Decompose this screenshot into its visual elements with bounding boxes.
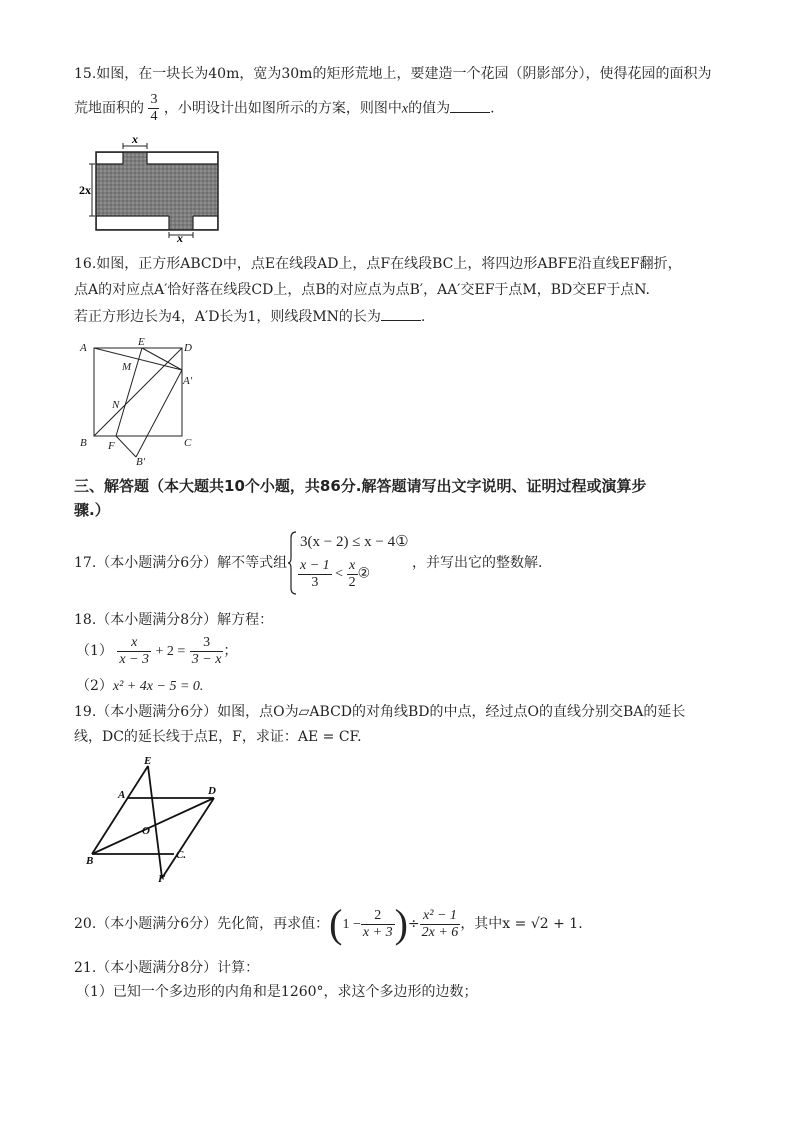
q16-label-B-prime: B′ [136, 456, 146, 466]
q17-prefix: 17.（本小题满分6分）解不等式组 [74, 555, 288, 571]
section3-heading-line1: 三、解答题（本大题共10个小题，共86分.解答题请写出文字说明、证明过程或演算步 [74, 477, 647, 495]
q16-answer-blank[interactable] [381, 306, 421, 321]
q19-figure [82, 754, 232, 884]
q19-label-C: C. [176, 849, 187, 861]
q15-fraction: $\frac{3}{4}$ [150, 92, 158, 124]
q15-line1: 15.如图，在一块长为40m，宽为30m的矩形荒地上，要建造一个花园（阴影部分），使得花园的面积为 [74, 66, 712, 82]
q16-label-F: F [108, 440, 115, 452]
q16-label-M: M [122, 361, 132, 373]
section3-heading-line2: 骤.） [74, 501, 110, 519]
q18-title: 18.（本小题满分8分）解方程： [74, 612, 274, 628]
q19-label-E: E [144, 755, 152, 767]
q16-figure [76, 336, 206, 466]
q21-title: 21.（本小题满分8分）计算： [74, 960, 260, 976]
q21-part1: （1）已知一个多边形的内角和是1260°，求这个多边形的边数； [76, 984, 478, 1000]
q19-label-F: F [158, 873, 166, 884]
q16-label-B: B [80, 437, 87, 449]
q16-label-D: D [184, 342, 192, 354]
q15-answer-blank[interactable] [450, 98, 490, 113]
q18-part2: （2）x² + 4x − 5 = 0. [76, 678, 204, 694]
q17-inequality-system [288, 530, 418, 596]
q19-label-D: D [208, 785, 216, 797]
q19-label-B: B [86, 855, 94, 867]
q16-label-C: C [184, 437, 192, 449]
q19-label-O: O [142, 825, 150, 837]
q15-bottom-x-label: x [177, 231, 183, 244]
q16-label-A: A [80, 342, 87, 354]
q17-ineq1: 3(x − 2) ≤ x − 4① [300, 534, 409, 550]
q16-line3: 若正方形边长为4，A′D长为1，则线段MN的长为 . [74, 306, 425, 327]
q16-line1: 16.如图，正方形ABCD中，点E在线段AD上，点F在线段BC上，将四边形ABFE沿直线EF翻折， [74, 256, 682, 272]
q15-top-x-label: x [132, 134, 138, 146]
q18-part1: （1） $\frac{x}{x - 3}$ + 2 = $\frac{3}{3 - x}$ ； [76, 634, 238, 667]
q16-label-E: E [138, 336, 145, 348]
q19-line2: 线，DC的延长线于点E，F，求证：AE = CF. [74, 729, 362, 745]
q16-label-N: N [112, 399, 120, 411]
q16-line2: 点A的对应点A′恰好落在线段CD上，点B的对应点为点B′，AA′交EF于点M，BD交EF于点N. [74, 282, 651, 298]
q15-line2: 荒地面积的 $\frac{3}{4}$ ，小明设计出如图所示的方案，则图中x的值为 . [74, 92, 495, 124]
q17-suffix: ，并写出它的整数解. [412, 555, 543, 571]
q15-side-label: 2x [79, 183, 91, 197]
q16-label-A-prime: A′ [183, 375, 193, 387]
q15-line2-pre: 荒地面积的 [74, 100, 144, 117]
q17-ineq2: $\frac{x - 1}{3}$ < $\frac{x}{2}$ ② [300, 558, 371, 590]
q20-expression: 20.（本小题满分6分）先化简，再求值：(1 − $\frac{2}{x + 3}$ )÷ $\frac{\text{x² − 1}}{2x + 6}$ ，其中x = √2 + 1. [74, 901, 583, 946]
q19-line1: 19.（本小题满分6分）如图，点O为▱ABCD的对角线BD的中点，经过点O的直线分别交BA的延长 [74, 704, 686, 720]
q19-label-A: A [118, 789, 126, 801]
q15-figure [76, 134, 236, 244]
